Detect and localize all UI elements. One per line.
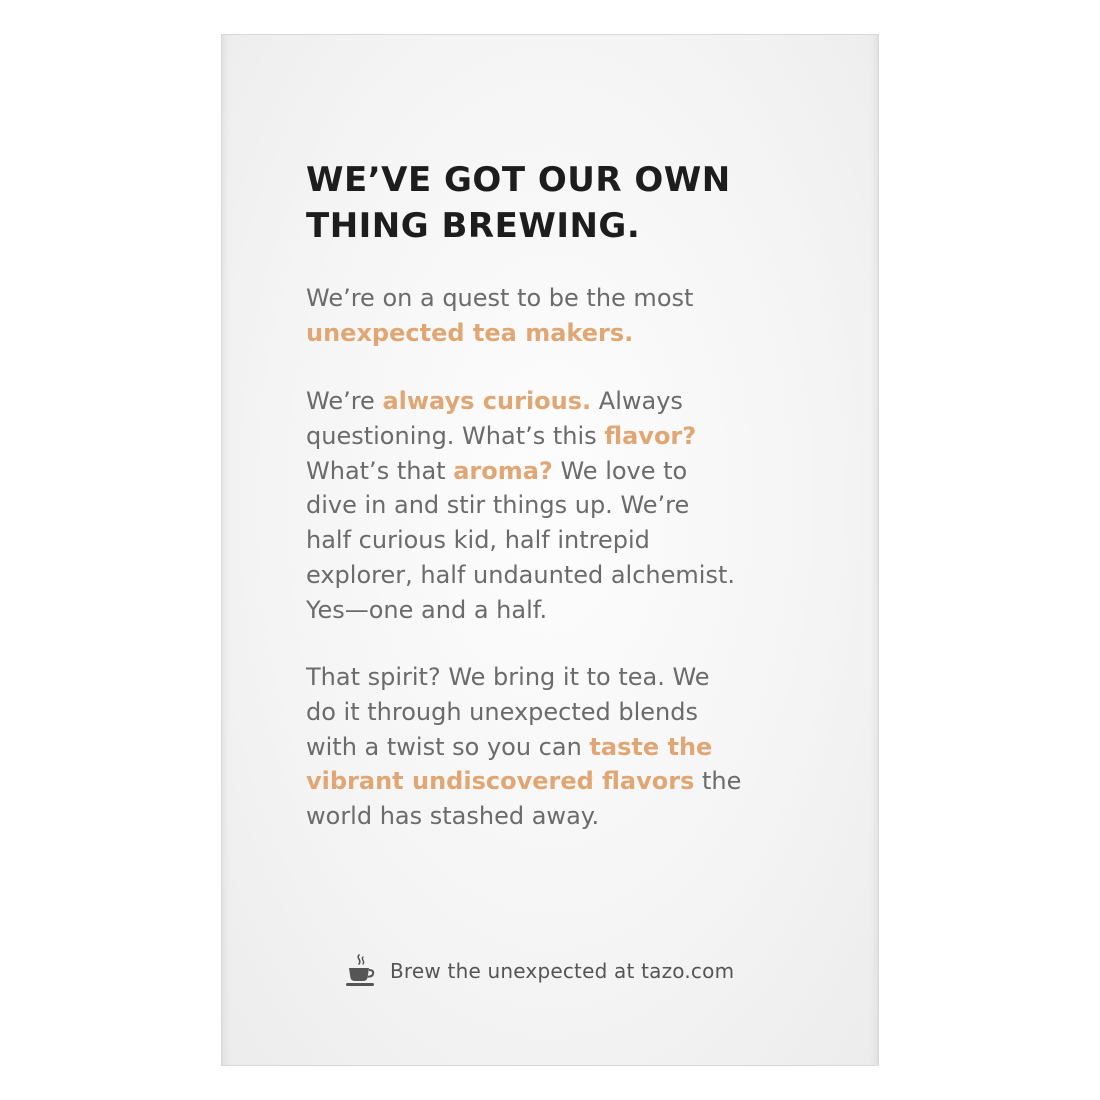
highlight-taste-the: taste the bbox=[589, 732, 713, 761]
highlight-always-curious: always curious. bbox=[382, 387, 592, 415]
text: explorer, half undaunted alchemist. bbox=[306, 560, 735, 589]
paragraph-quest bbox=[306, 281, 826, 351]
highlight-aroma: aroma? bbox=[453, 456, 553, 485]
paragraph-spirit bbox=[306, 660, 826, 834]
headline-line-1: WE’VE GOT OUR OWN bbox=[306, 160, 731, 200]
text: That spirit? We bring it to tea. We bbox=[306, 663, 710, 691]
text: We’re bbox=[306, 387, 383, 415]
text: What’s that bbox=[306, 456, 454, 485]
text: Yes—one and a half. bbox=[306, 595, 548, 624]
text: Always bbox=[591, 387, 683, 415]
tea-box-back-panel bbox=[221, 34, 879, 1066]
text: We love to bbox=[552, 456, 688, 485]
footer bbox=[344, 953, 734, 989]
headline-line-2: THING BREWING. bbox=[306, 206, 641, 246]
text: do it through unexpected blends bbox=[306, 697, 699, 726]
highlight-flavor: flavor? bbox=[604, 421, 697, 450]
text: with a twist so you can bbox=[306, 732, 590, 761]
text: half curious kid, half intrepid bbox=[306, 526, 650, 555]
text: world has stashed away. bbox=[306, 802, 600, 831]
highlight-unexpected-tea-makers: unexpected tea makers. bbox=[306, 318, 634, 347]
text: We’re on a quest to be the most bbox=[306, 284, 694, 312]
footer-tagline: Brew the unexpected at tazo.com bbox=[390, 959, 735, 983]
text: questioning. What’s this bbox=[306, 421, 605, 450]
text: the bbox=[694, 767, 742, 796]
headline bbox=[306, 157, 826, 249]
paragraph-curious bbox=[306, 384, 826, 628]
highlight-vibrant-undiscovered-flavors: vibrant undiscovered flavors bbox=[306, 767, 695, 796]
text: dive in and stir things up. We’re bbox=[306, 491, 690, 520]
teacup-icon bbox=[344, 953, 378, 989]
